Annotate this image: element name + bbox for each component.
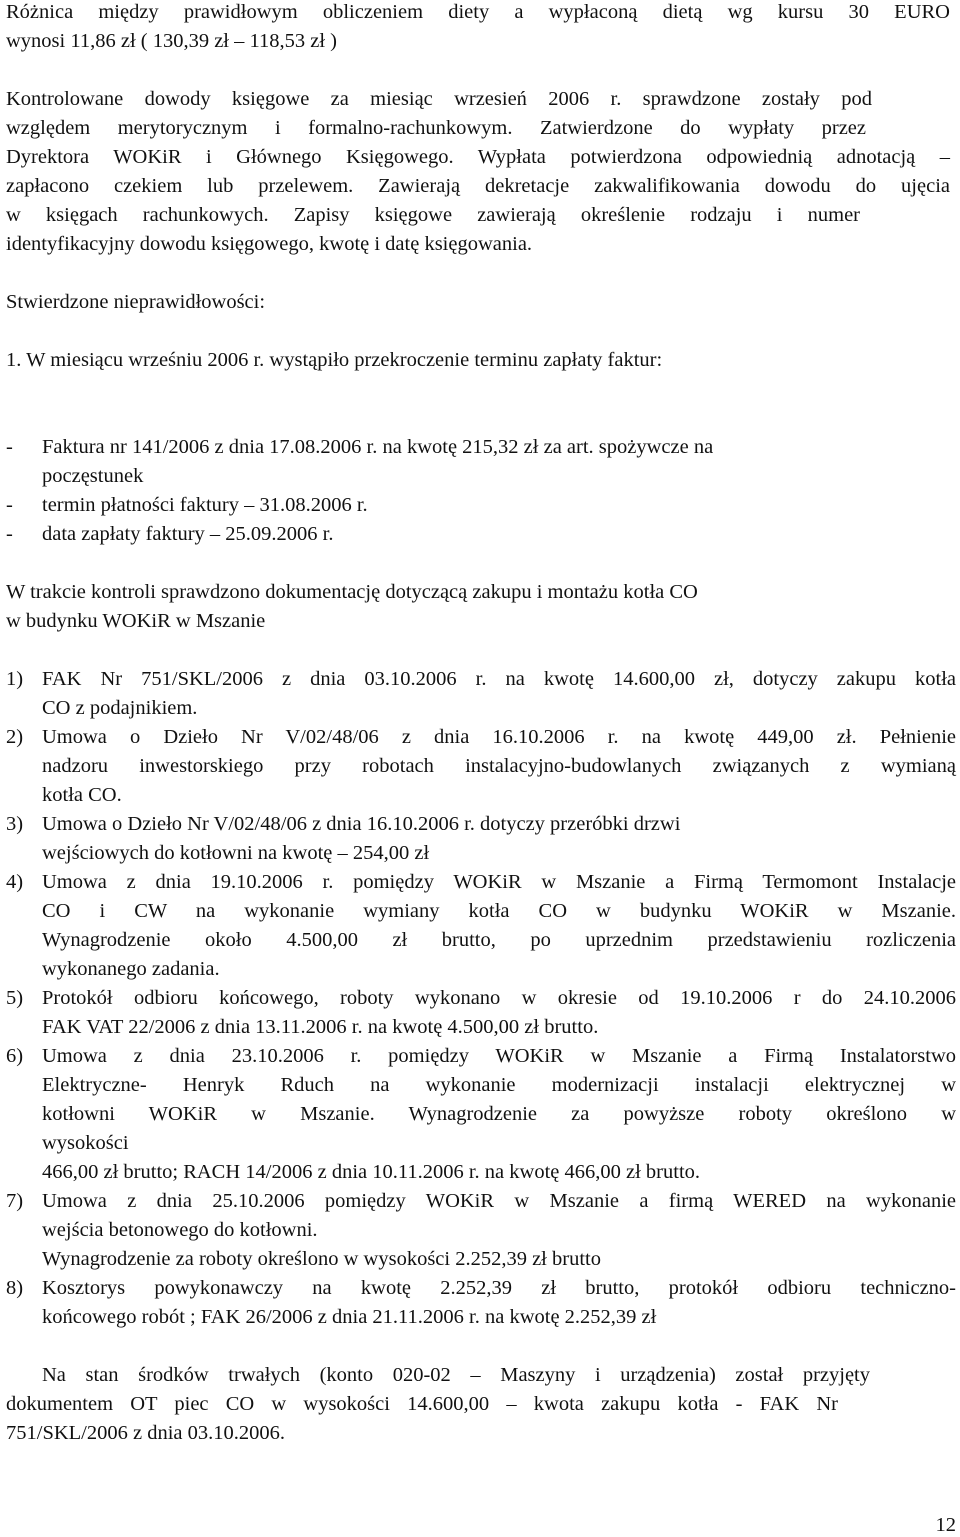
list-item-line: wykonanego zadania. [42,958,220,980]
list-item-line: kotła CO. [42,784,122,806]
list-item-line: Kosztorys powykonawczy na kwotę 2.252,39 zł brutto, protokół odbioru techniczno- [42,1277,956,1299]
text-line: w księgach rachunkowych. Zapisy księgowe zawierają określenie rodzaju i numer [6,204,860,226]
text-line: wynosi 11,86 zł ( 130,39 zł – 118,53 zł ) [6,30,337,52]
text-line: termin płatności faktury – 31.08.2006 r. [42,494,368,516]
text-line: W trakcie kontroli sprawdzono dokumentację dotyczącą zakupu i montażu kotła CO [6,581,698,603]
text-line: Dyrektora WOKiR i Głównego Księgowego. Wypłata potwierdzona odpowiednią adnotacją – [6,146,950,168]
list-item-line: CO i CW na wykonanie wymiany kotła CO w budynku WOKiR w Mszanie. [42,900,956,922]
text-line: w budynku WOKiR w Mszanie [6,610,266,632]
list-number: 8) [6,1277,24,1299]
text-line: Faktura nr 141/2006 z dnia 17.08.2006 r. na kwotę 215,32 zł za art. spożywcze na [42,436,714,458]
list-number: 3) [6,813,24,835]
list-item-line: Elektryczne- Henryk Rduch na wykonanie modernizacji instalacji elektrycznej w [42,1074,956,1096]
text-line: Różnica między prawidłowym obliczeniem diety a wypłaconą dietą wg kursu 30 EURO [6,1,950,23]
text-line: względem merytorycznym i formalno-rachunkowym. Zatwierdzone do wypłaty przez [6,117,866,139]
text-line: data zapłaty faktury – 25.09.2006 r. [42,523,334,545]
text-line: dokumentem OT piec CO w wysokości 14.600,00 – kwota zakupu kotła - FAK Nr [6,1393,838,1415]
list-number: 6) [6,1045,24,1067]
section-heading: Stwierdzone nieprawidłowości: [6,291,266,313]
list-item-line: FAK Nr 751/SKL/2006 z dnia 03.10.2006 r. na kwotę 14.600,00 zł, dotyczy zakupu kotła [42,668,956,690]
list-item-line: Umowa z dnia 23.10.2006 r. pomiędzy WOKiR w Mszanie a Firmą Instalatorstwo [42,1045,956,1067]
list-item-line: Umowa z dnia 19.10.2006 r. pomiędzy WOKiR w Mszanie a Firmą Termomont Instalacje [42,871,956,893]
list-item-line: końcowego robót ; FAK 26/2006 z dnia 21.11.2006 r. na kwotę 2.252,39 zł [42,1306,657,1328]
list-item-line: nadzoru inwestorskiego przy robotach instalacyjno-budowlanych związanych z wymianą [42,755,956,777]
list-item-line: FAK VAT 22/2006 z dnia 13.11.2006 r. na kwotę 4.500,00 zł brutto. [42,1016,599,1038]
list-number: 5) [6,987,24,1009]
list-item-line: CO z podajnikiem. [42,697,198,719]
list-number: 2) [6,726,24,748]
dash-marker: - [6,494,13,516]
list-item-line: wysokości [42,1132,129,1154]
page-number: 12 [935,1514,956,1536]
text-line: poczęstunek [42,465,144,487]
list-item-line: wejścia betonowego do kotłowni. [42,1219,318,1241]
text-line: 751/SKL/2006 z dnia 03.10.2006. [6,1422,286,1444]
text-line: Na stan środków trwałych (konto 020-02 – Maszyny i urządzenia) został przyjęty [42,1364,870,1386]
dash-marker: - [6,523,13,545]
list-item-line: wejściowych do kotłowni na kwotę – 254,00 zł [42,842,430,864]
text-line: identyfikacyjny dowodu księgowego, kwotę i datę księgowania. [6,233,533,255]
list-number: 4) [6,871,24,893]
list-item-line: Umowa o Dzieło Nr V/02/48/06 z dnia 16.10.2006 r. dotyczy przeróbki drzwi [42,813,681,835]
list-item-line: kotłowni WOKiR w Mszanie. Wynagrodzenie za powyższe roboty określono w [42,1103,956,1125]
list-item-line: Umowa z dnia 25.10.2006 pomiędzy WOKiR w Mszanie a firmą WERED na wykonanie [42,1190,956,1212]
list-item-line: Protokół odbioru końcowego, roboty wykonano w okresie od 19.10.2006 r do 24.10.2006 [42,987,956,1009]
list-item-line: Wynagrodzenie około 4.500,00 zł brutto, po uprzednim przedstawieniu rozliczenia [42,929,956,951]
numbered-item: 1. W miesiącu wrześniu 2006 r. wystąpiło przekroczenie terminu zapłaty faktur: [6,349,663,371]
list-item-line: 466,00 zł brutto; RACH 14/2006 z dnia 10.11.2006 r. na kwotę 466,00 zł brutto. [42,1161,701,1183]
list-item-line: Wynagrodzenie za roboty określono w wysokości 2.252,39 zł brutto [42,1248,601,1270]
list-number: 1) [6,668,24,690]
text-line: zapłacono czekiem lub przelewem. Zawierają dekretacje zakwalifikowania dowodu do ujęcia [6,175,950,197]
list-item-line: Umowa o Dzieło Nr V/02/48/06 z dnia 16.10.2006 r. na kwotę 449,00 zł. Pełnienie [42,726,956,748]
text-line: Kontrolowane dowody księgowe za miesiąc wrzesień 2006 r. sprawdzone zostały pod [6,88,872,110]
list-number: 7) [6,1190,24,1212]
dash-marker: - [6,436,13,458]
